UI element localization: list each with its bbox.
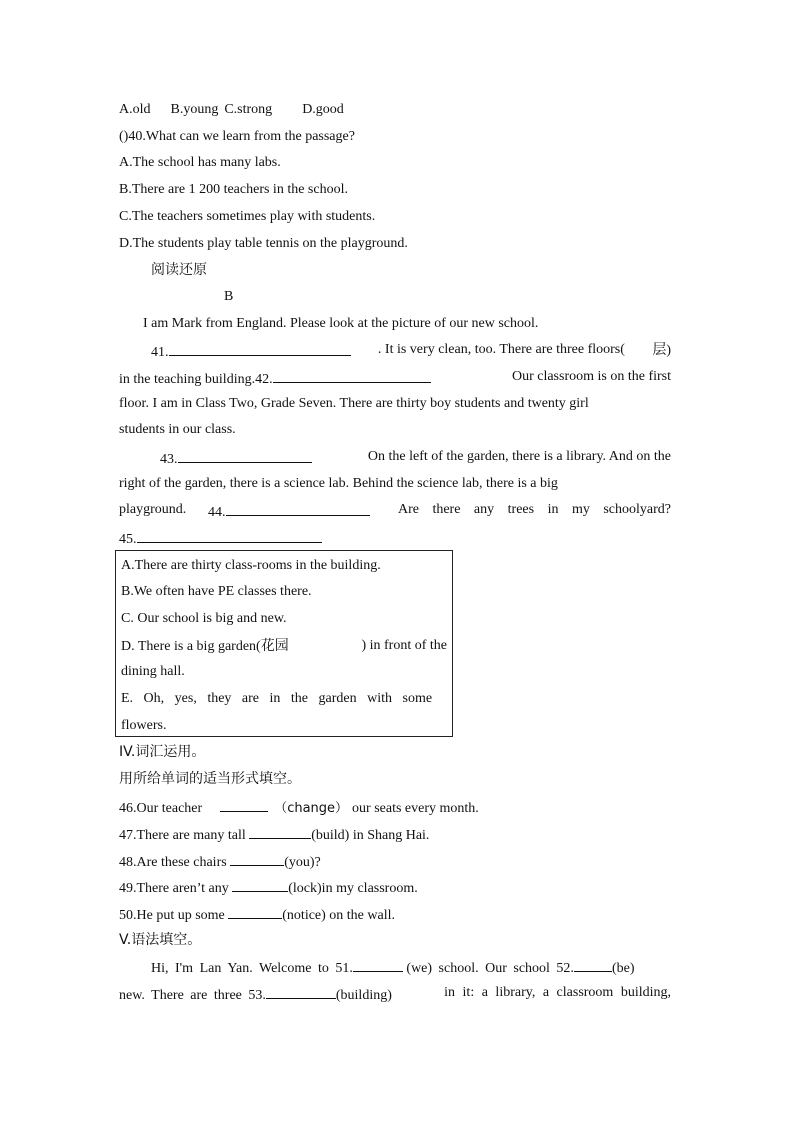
- passage-line-4: students in our class.: [119, 422, 236, 437]
- q39-options: [119, 101, 344, 119]
- passage-line-43: 43. On the left of the garden, there is a library. And on the: [160, 449, 671, 467]
- option-e: E. Oh, yes, they are in the garden with some: [121, 691, 433, 706]
- item-46: 46.Our teacher （change） our seats every month.: [119, 797, 479, 818]
- blank-50[interactable]: [228, 904, 282, 919]
- q40-option-c: C.The teachers sometimes play with students.: [119, 209, 376, 224]
- item-49: 49.There aren’t any (lock)in my classroom.: [119, 877, 418, 898]
- blank-44[interactable]: [226, 501, 370, 516]
- section4-heading: IV.词汇运用。: [119, 744, 206, 760]
- item-50: 50.He put up some (notice) on the wall.: [119, 904, 395, 925]
- passage-label: B: [224, 289, 234, 304]
- passage-line-42: in the teaching building.42. Our classroom is on the first: [119, 369, 671, 387]
- blank-45[interactable]: [137, 528, 322, 543]
- blank-42[interactable]: [273, 368, 431, 383]
- q40-option-a: A.The school has many labs.: [119, 155, 281, 170]
- q39-option-d: D.good: [302, 102, 344, 117]
- passage-line-3: floor. I am in Class Two, Grade Seven. There are thirty boy students and twenty girl: [119, 396, 589, 411]
- blank-43[interactable]: [178, 448, 312, 463]
- q40-option-b: B.There are 1 200 teachers in the school.: [119, 182, 348, 197]
- reading-restore-heading: 阅读还原: [151, 262, 207, 278]
- blank-48[interactable]: [230, 851, 284, 866]
- q39-option-c: C.strong: [224, 102, 273, 117]
- option-b: B.We often have PE classes there.: [121, 584, 312, 599]
- section5-heading: V.语法填空。: [119, 932, 202, 948]
- q40-question: ()40.What can we learn from the passage?: [119, 129, 355, 144]
- blank-53[interactable]: [266, 984, 336, 999]
- item-47: 47.There are many tall (build) in Shang Hai.: [119, 824, 429, 845]
- blank-52[interactable]: [574, 957, 612, 972]
- passage-line-6: right of the garden, there is a science lab. Behind the science lab, there is a big: [119, 476, 558, 491]
- options-box: [115, 550, 453, 737]
- blank-51[interactable]: [353, 957, 403, 972]
- section5-line-2: new. There are three 53. (building) in it: a library, a classroom building,: [119, 985, 671, 1003]
- option-a: A.There are thirty class-rooms in the building.: [121, 558, 381, 573]
- blank-46[interactable]: [220, 797, 268, 812]
- q39-option-b: B.young: [170, 102, 219, 117]
- blank-41[interactable]: [169, 341, 351, 356]
- option-e-cont: flowers.: [121, 718, 167, 733]
- passage-line-44: playground. 44. Are there any trees in my schoolyard?: [119, 502, 671, 520]
- section4-instruction: 用所给单词的适当形式填空。: [119, 771, 301, 787]
- q40-option-d: D.The students play table tennis on the playground.: [119, 236, 408, 251]
- passage-line-45: 45.: [119, 528, 322, 549]
- option-d: D. There is a big garden(花园 ) in front of the: [121, 638, 447, 654]
- section5-line-1: Hi, I'm Lan Yan. Welcome to 51. (we) school. Our school 52. (be): [151, 957, 672, 978]
- option-d-cont: dining hall.: [121, 664, 185, 679]
- q39-option-a: A.old: [119, 102, 151, 117]
- blank-47[interactable]: [249, 824, 311, 839]
- item-48: 48.Are these chairs (you)?: [119, 851, 321, 872]
- blank-49[interactable]: [232, 877, 288, 892]
- option-c: C. Our school is big and new.: [121, 611, 287, 626]
- passage-intro: I am Mark from England. Please look at the picture of our new school.: [143, 316, 539, 331]
- passage-line-41: 41. . It is very clean, too. There are three floors( 层): [151, 342, 671, 360]
